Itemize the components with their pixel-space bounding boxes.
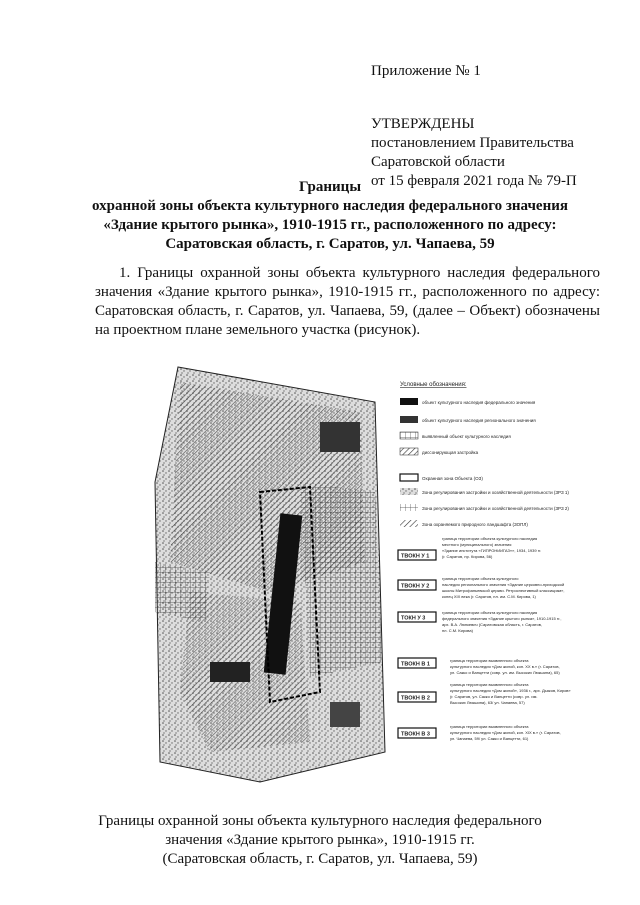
caption-line: значения «Здание крытого рынка», 1910-1915 гг.	[165, 832, 475, 848]
territory-tag-label: ТВОКН В 3	[401, 731, 430, 738]
tag-desc: культурного наследия «Дом жилой», 1936 г., арх. Дьяков, Киров»	[450, 688, 571, 693]
tag-desc: граница территории выявленного объекта	[450, 724, 529, 729]
tag-desc: Высоких Люкшина), 63/ ул. Чапаева, 57)	[450, 700, 525, 705]
approval-line: Саратовской области	[371, 154, 505, 170]
title-line: Саратовская область, г. Саратов, ул. Чапаева, 59	[165, 236, 495, 252]
caption-line: Границы охранной зоны объекта культурного наследия федерального	[98, 813, 542, 829]
tag-desc: школы Митрофаньевской церкви. Ретроспективный классицизм»,	[442, 588, 565, 593]
tag-desc: граница территории объекта культурного наследия	[442, 536, 538, 541]
tag-desc: граница территории выявленного объекта	[450, 658, 529, 663]
title-line: охранной зоны объекта культурного наследия федерального значения	[92, 198, 568, 214]
tag-desc: культурного наследия «Дом жилой, кон. XX в.» (г. Саратов,	[450, 664, 560, 669]
tag-desc: ул. Чапаева, 59/ ул. Сакко и Ванцетти, 61)	[450, 736, 529, 741]
legend-item: Охранная зона Объекта (ОЗ)	[422, 476, 483, 481]
tag-desc: культурного наследия «Дом жилой, кон. XIX в.» (г. Саратов,	[450, 730, 561, 735]
tag-desc: «Здание института «ГИПРОНИИГАЗ»», 1934, 1939 гг.	[442, 548, 542, 553]
legend-item: Зона охраняемого природного ландшафта (ЗОПЛ)	[422, 522, 528, 527]
tag-desc: арх. В.А. Люнкевич (Саратовская область, г. Саратов,	[442, 622, 542, 627]
legend-item: объект культурного наследия федерального значения	[422, 400, 536, 405]
approval-line: постановлением Правительства	[371, 135, 574, 151]
legend-item: Зона регулирования застройки и хозяйственной деятельности (ЗРЗ 1)	[422, 490, 569, 495]
tag-desc: граница территории объекта культурного наследия	[442, 610, 538, 615]
territory-tag-label: ТВОКН У 1	[401, 553, 430, 560]
territory-tag-label: ТВОКН У 2	[401, 583, 430, 590]
tag-desc: наследия регионального значения «Здание церковно-приходской	[442, 582, 565, 587]
approval-line: от 15 февраля 2021 года № 79-П	[371, 173, 577, 189]
legend-item: объект культурного наследия регионального значения	[422, 418, 536, 423]
site-plan-figure	[150, 362, 600, 802]
tag-desc: конец XIX века (г. Саратов, пл. им. С.М. Кирова, 1)	[442, 594, 536, 599]
legend-item: Зона регулирования застройки и хозяйственной деятельности (ЗРЗ 2)	[422, 506, 569, 511]
legend-item: выявленный объект культурного наследия	[422, 434, 511, 439]
legend-title: Условные обозначения:	[400, 382, 467, 388]
territory-tag-label: ТВОКН В 2	[401, 695, 430, 702]
caption-line: (Саратовская область, г. Саратов, ул. Чапаева, 59)	[162, 851, 478, 867]
tag-desc: ул. Сакко и Ванцетти (совр. ул. им. Высоких Люкшина), 65)	[450, 670, 560, 675]
tag-desc: (г. Саратов, ул. Сакко и Ванцетти (совр. ул. им.	[450, 694, 538, 699]
map-legend	[398, 382, 571, 741]
tag-desc: федерального значения «Здание крытого рынка», 1910-1915 гг.,	[442, 616, 562, 621]
tag-desc: (г. Саратов, пр. Кирова, 56)	[442, 554, 493, 559]
site-plan-map	[155, 367, 385, 782]
legend-item: диссонирующая застройка	[422, 450, 479, 455]
appendix-label: Приложение № 1	[371, 63, 481, 79]
territory-tag-label: ТОКН У 3	[401, 615, 426, 622]
territory-tag-label: ТВОКН В 1	[401, 661, 430, 668]
figure-caption	[90, 812, 550, 869]
tag-desc: местного (муниципального) значения	[442, 542, 512, 547]
title-line: Границы	[298, 179, 362, 195]
document-title	[60, 178, 600, 254]
tag-desc: граница территории выявленного объекта	[450, 682, 529, 687]
title-line: «Здание крытого рынка», 1910-1915 гг., расположенного по адресу:	[103, 217, 557, 233]
approval-line: УТВЕРЖДЕНЫ	[371, 116, 475, 132]
body-paragraph: 1. Границы охранной зоны объекта культурного наследия федерального значения «Здание крытого рынка», 1910-1915 гг., расположенного по адресу: Саратовская область, г. Саратов, ул. Чапаева, 59, (далее – Объект) обозначены на проектном плане земельного участка (рисунок).	[95, 265, 600, 338]
tag-desc: пл. С.М. Кирова)	[442, 628, 473, 633]
tag-desc: граница территории объекта культурного	[442, 576, 519, 581]
